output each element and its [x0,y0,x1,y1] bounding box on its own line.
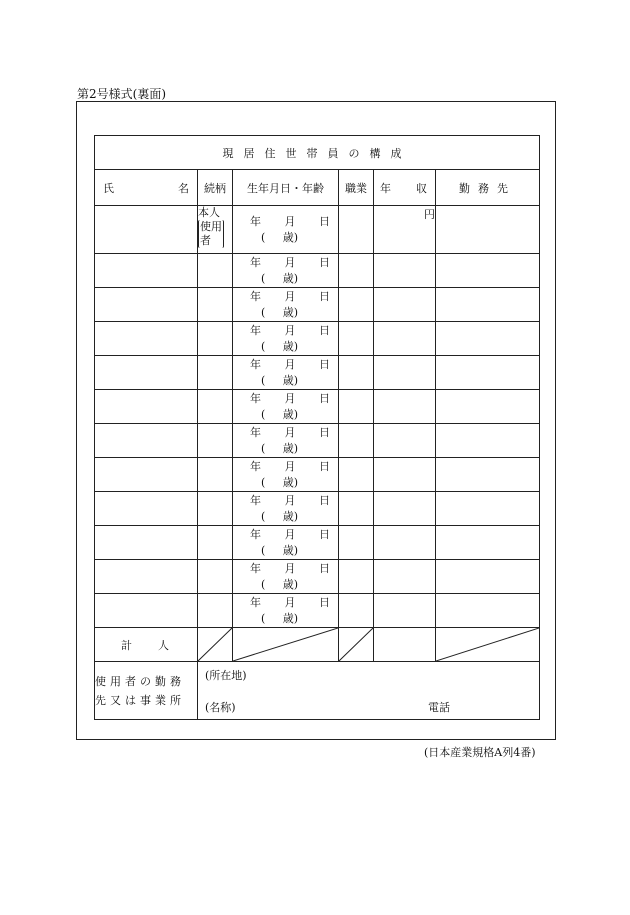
occupation-cell[interactable] [339,356,374,390]
occupation-cell[interactable] [339,322,374,356]
total-birth-struck [233,628,339,662]
income-cell[interactable] [374,424,436,458]
name-cell[interactable] [95,458,198,492]
birth-age-cell[interactable]: 年 月 日 ( 歳) [233,594,339,628]
occupation-cell[interactable] [339,206,374,254]
occupation-cell[interactable] [339,492,374,526]
total-row [95,628,540,662]
table-row [95,492,540,526]
birth-age-cell[interactable]: 年 月 日 ( 歳) [233,458,339,492]
relation-cell[interactable] [198,254,233,288]
occupation-cell[interactable] [339,594,374,628]
income-cell[interactable] [374,560,436,594]
table-row [95,288,540,322]
employer-label: 使用者の勤務 先又は事業所 [95,662,198,720]
relation-cell-self: 本人 使用 者 [198,206,233,254]
table-row [95,322,540,356]
occupation-cell[interactable] [339,288,374,322]
birth-age-cell[interactable]: 年 月 日 ( 歳) [233,322,339,356]
name-cell[interactable] [95,206,198,254]
occupation-cell[interactable] [339,390,374,424]
income-cell[interactable] [374,322,436,356]
workplace-cell[interactable] [436,560,540,594]
total-relation-struck [198,628,233,662]
location-label: (所在地) [205,669,247,682]
income-cell[interactable] [374,458,436,492]
name-cell[interactable] [95,356,198,390]
workplace-cell[interactable] [436,390,540,424]
header-income: 年 収 [374,170,436,206]
household-members-table [94,135,540,720]
employer-row [95,662,540,720]
name-cell[interactable] [95,288,198,322]
name-cell[interactable] [95,560,198,594]
workplace-cell[interactable] [436,206,540,254]
income-cell[interactable] [374,526,436,560]
income-cell[interactable]: 円 [374,206,436,254]
total-workplace-struck [436,628,540,662]
relation-cell[interactable] [198,356,233,390]
name-cell[interactable] [95,594,198,628]
workplace-cell[interactable] [436,458,540,492]
income-cell[interactable] [374,492,436,526]
birth-age-cell[interactable]: 年 月 日 ( 歳) [233,254,339,288]
header-birth-age: 生年月日・年齢 [233,170,339,206]
occupation-cell[interactable] [339,560,374,594]
birth-age-cell[interactable]: 年 月 日 ( 歳) [233,560,339,594]
total-label: 計 人 [95,628,198,662]
table-row [95,206,540,254]
table-row [95,356,540,390]
relation-cell[interactable] [198,492,233,526]
occupation-cell[interactable] [339,254,374,288]
occupation-cell[interactable] [339,424,374,458]
occupation-cell[interactable] [339,526,374,560]
workplace-cell[interactable] [436,526,540,560]
total-income-cell[interactable] [374,628,436,662]
relation-cell[interactable] [198,288,233,322]
table-row [95,254,540,288]
relation-cell[interactable] [198,424,233,458]
income-cell[interactable] [374,254,436,288]
name-cell[interactable] [95,390,198,424]
total-occupation-struck [339,628,374,662]
name-cell[interactable] [95,526,198,560]
income-cell[interactable] [374,288,436,322]
workplace-cell[interactable] [436,424,540,458]
relation-cell[interactable] [198,526,233,560]
employer-info-cell[interactable] [198,662,540,720]
income-cell[interactable] [374,390,436,424]
birth-age-cell[interactable]: 年 月 日 ( 歳) [233,288,339,322]
workplace-cell[interactable] [436,288,540,322]
header-workplace: 勤務先 [436,170,540,206]
table-row [95,560,540,594]
header-occupation: 職業 [339,170,374,206]
workplace-cell[interactable] [436,322,540,356]
name-cell[interactable] [95,322,198,356]
income-cell[interactable] [374,356,436,390]
employer-name-label: (名称) [205,701,236,714]
workplace-cell[interactable] [436,254,540,288]
relation-cell[interactable] [198,560,233,594]
table-row [95,594,540,628]
workplace-cell[interactable] [436,492,540,526]
birth-age-cell[interactable]: 年 月 日 ( 歳) [233,526,339,560]
relation-cell[interactable] [198,458,233,492]
header-relation: 続柄 [198,170,233,206]
form-number-label: 第2号様式(裏面) [77,87,166,101]
birth-age-cell[interactable]: 年 月 日 ( 歳) [233,390,339,424]
table-row [95,424,540,458]
name-cell[interactable] [95,424,198,458]
name-cell[interactable] [95,492,198,526]
relation-cell[interactable] [198,594,233,628]
workplace-cell[interactable] [436,356,540,390]
paper-size-note: (日本産業規格A列4番) [424,746,536,759]
name-cell[interactable] [95,254,198,288]
header-name: 氏 名 [95,170,198,206]
table-row [95,458,540,492]
relation-cell[interactable] [198,322,233,356]
relation-cell[interactable] [198,390,233,424]
table-row [95,526,540,560]
income-cell[interactable] [374,594,436,628]
table-title: 現居住世帯員の構成 [95,136,540,170]
workplace-cell[interactable] [436,594,540,628]
phone-label: 電話 [428,701,450,714]
birth-age-cell[interactable]: 年 月 日 ( 歳) [233,356,339,390]
birth-age-cell[interactable]: 年 月 日 ( 歳) [233,492,339,526]
occupation-cell[interactable] [339,458,374,492]
table-row [95,390,540,424]
birth-age-cell[interactable]: 年 月 日 ( 歳) [233,206,339,254]
birth-age-cell[interactable]: 年 月 日 ( 歳) [233,424,339,458]
